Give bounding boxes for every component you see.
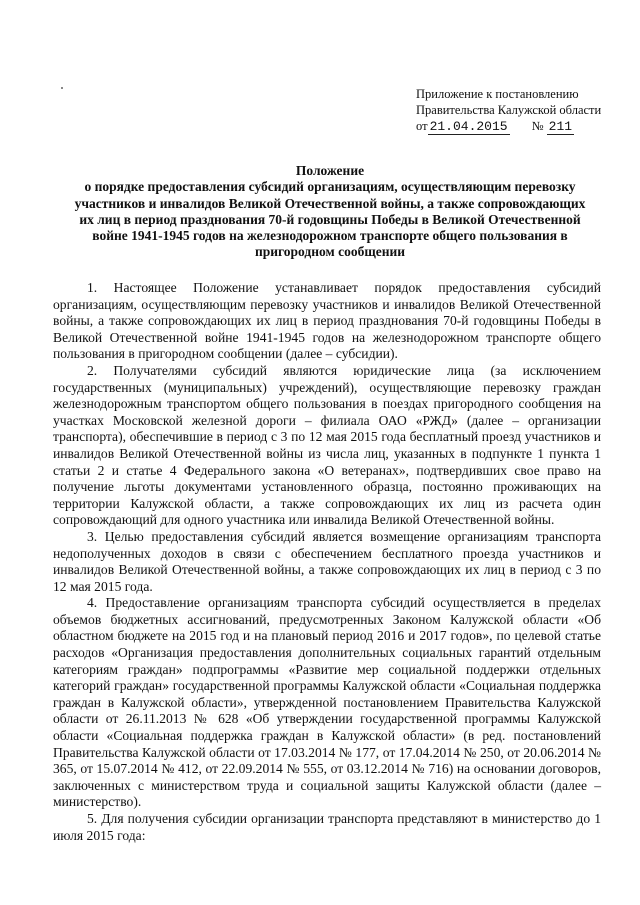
appendix-number-label: № <box>531 119 544 133</box>
paragraph-4: 4. Предоставление организациям транспорта субсидий осуществляется в пределах объемов бюджетных ассигнований, предусмотренных Законом Калужской области «Об областном бюджете на 2015 год и на плановый период 2016 и 2017 годов», по целевой статье расходов «Организация предоставления дополнительных социальных гарантий отдельным категориям граждан» подпрограммы «Развитие мер социальной поддержки отдельных категорий граждан» государственной программы Калужской области «Социальная поддержка граждан в Калужской области», утвержденной постановлением Правительства Калужской области от 26.11.2013 № 628 «Об утверждении государственной программы Калужской области «Социальная поддержка граждан в Калужской области» (в ред. постановлений Правительства Калужской области от 17.03.2014 № 177, от 17.04.2014 № 250, от 20.06.2014 № 365, от 15.07.2014 № 412, от 22.09.2014 № 555, от 03.12.2014 № 716) на основании договоров, заключенных с министерством труда и социальной защиты Калужской области (далее – министерство). <box>53 595 601 810</box>
appendix-from-label: от <box>416 119 428 133</box>
appendix-line-2: Правительства Калужской области <box>416 103 602 117</box>
document-body <box>53 280 601 844</box>
document-title <box>60 163 600 261</box>
title-line: их лиц в период празднования 70-й годовщины Победы в Великой Отечественной <box>79 211 581 227</box>
paragraph-1: 1. Настоящее Положение устанавливает порядок предоставления субсидий организациям, осуществляющим перевозку участников и инвалидов Великой Отечественной войны, а также сопровождающих их лиц в период празднования 70-й годовщины Победы в Великой Отечественной войне 1941-1945 годов на железнодорожном транспорте общего пользования в пригородном сообщении (далее – субсидии). <box>53 280 601 362</box>
appendix-line-1: Приложение к постановлению <box>416 87 579 101</box>
appendix-date: 21.04.2015 <box>429 119 508 134</box>
title-line: пригородном сообщении <box>254 244 406 260</box>
paragraph-2: 2. Получателями субсидий являются юридические лица (за исключением государственных (муниципальных) учреждений), осуществляющие перевозку граждан железнодорожным транспортом общего пользования в поездах пригородного сообщения на участках Московской железной дороги – филиала ОАО «РЖД» (далее – организации транспорта), обеспечившие в период с 3 по 12 мая 2015 года бесплатный проезд участников и инвалидов Великой Отечественной войны из числа лиц, указанных в подпункте 1 пункта 1 статьи 2 и статье 4 Федерального закона «О ветеранах», подтвердивших свое право на получение льготы документами установленного образца, постоянно проживающих на территории Калужской области, а также сопровождающих их лиц из расчета один сопровождающий для одного участника или инвалида Великой Отечественной войны. <box>53 362 601 528</box>
appendix-date-line <box>416 118 616 135</box>
title-heading: Положение <box>295 163 365 178</box>
appendix-block <box>416 86 616 135</box>
paragraph-3: 3. Целью предоставления субсидий является возмещение организациям транспорта недополученных доходов в связи с обеспечением бесплатного проезда участников и инвалидов Великой Отечественной войны, а также сопровождающих их лиц в период с 3 по 12 мая 2015 года. <box>53 528 601 594</box>
paragraph-5: 5. Для получения субсидии организации транспорта представляют в министерство до 1 июля 2015 года: <box>53 811 601 843</box>
title-line: о порядке предоставления субсидий организациям, осуществляющим перевозку <box>84 179 576 195</box>
title-line: участников и инвалидов Великой Отечественной войны, а также сопровождающих <box>74 195 586 211</box>
title-line: войне 1941-1945 годов на железнодорожном транспорте общего пользования в <box>92 228 568 244</box>
scan-speck <box>61 87 63 89</box>
appendix-number: 211 <box>548 119 573 134</box>
